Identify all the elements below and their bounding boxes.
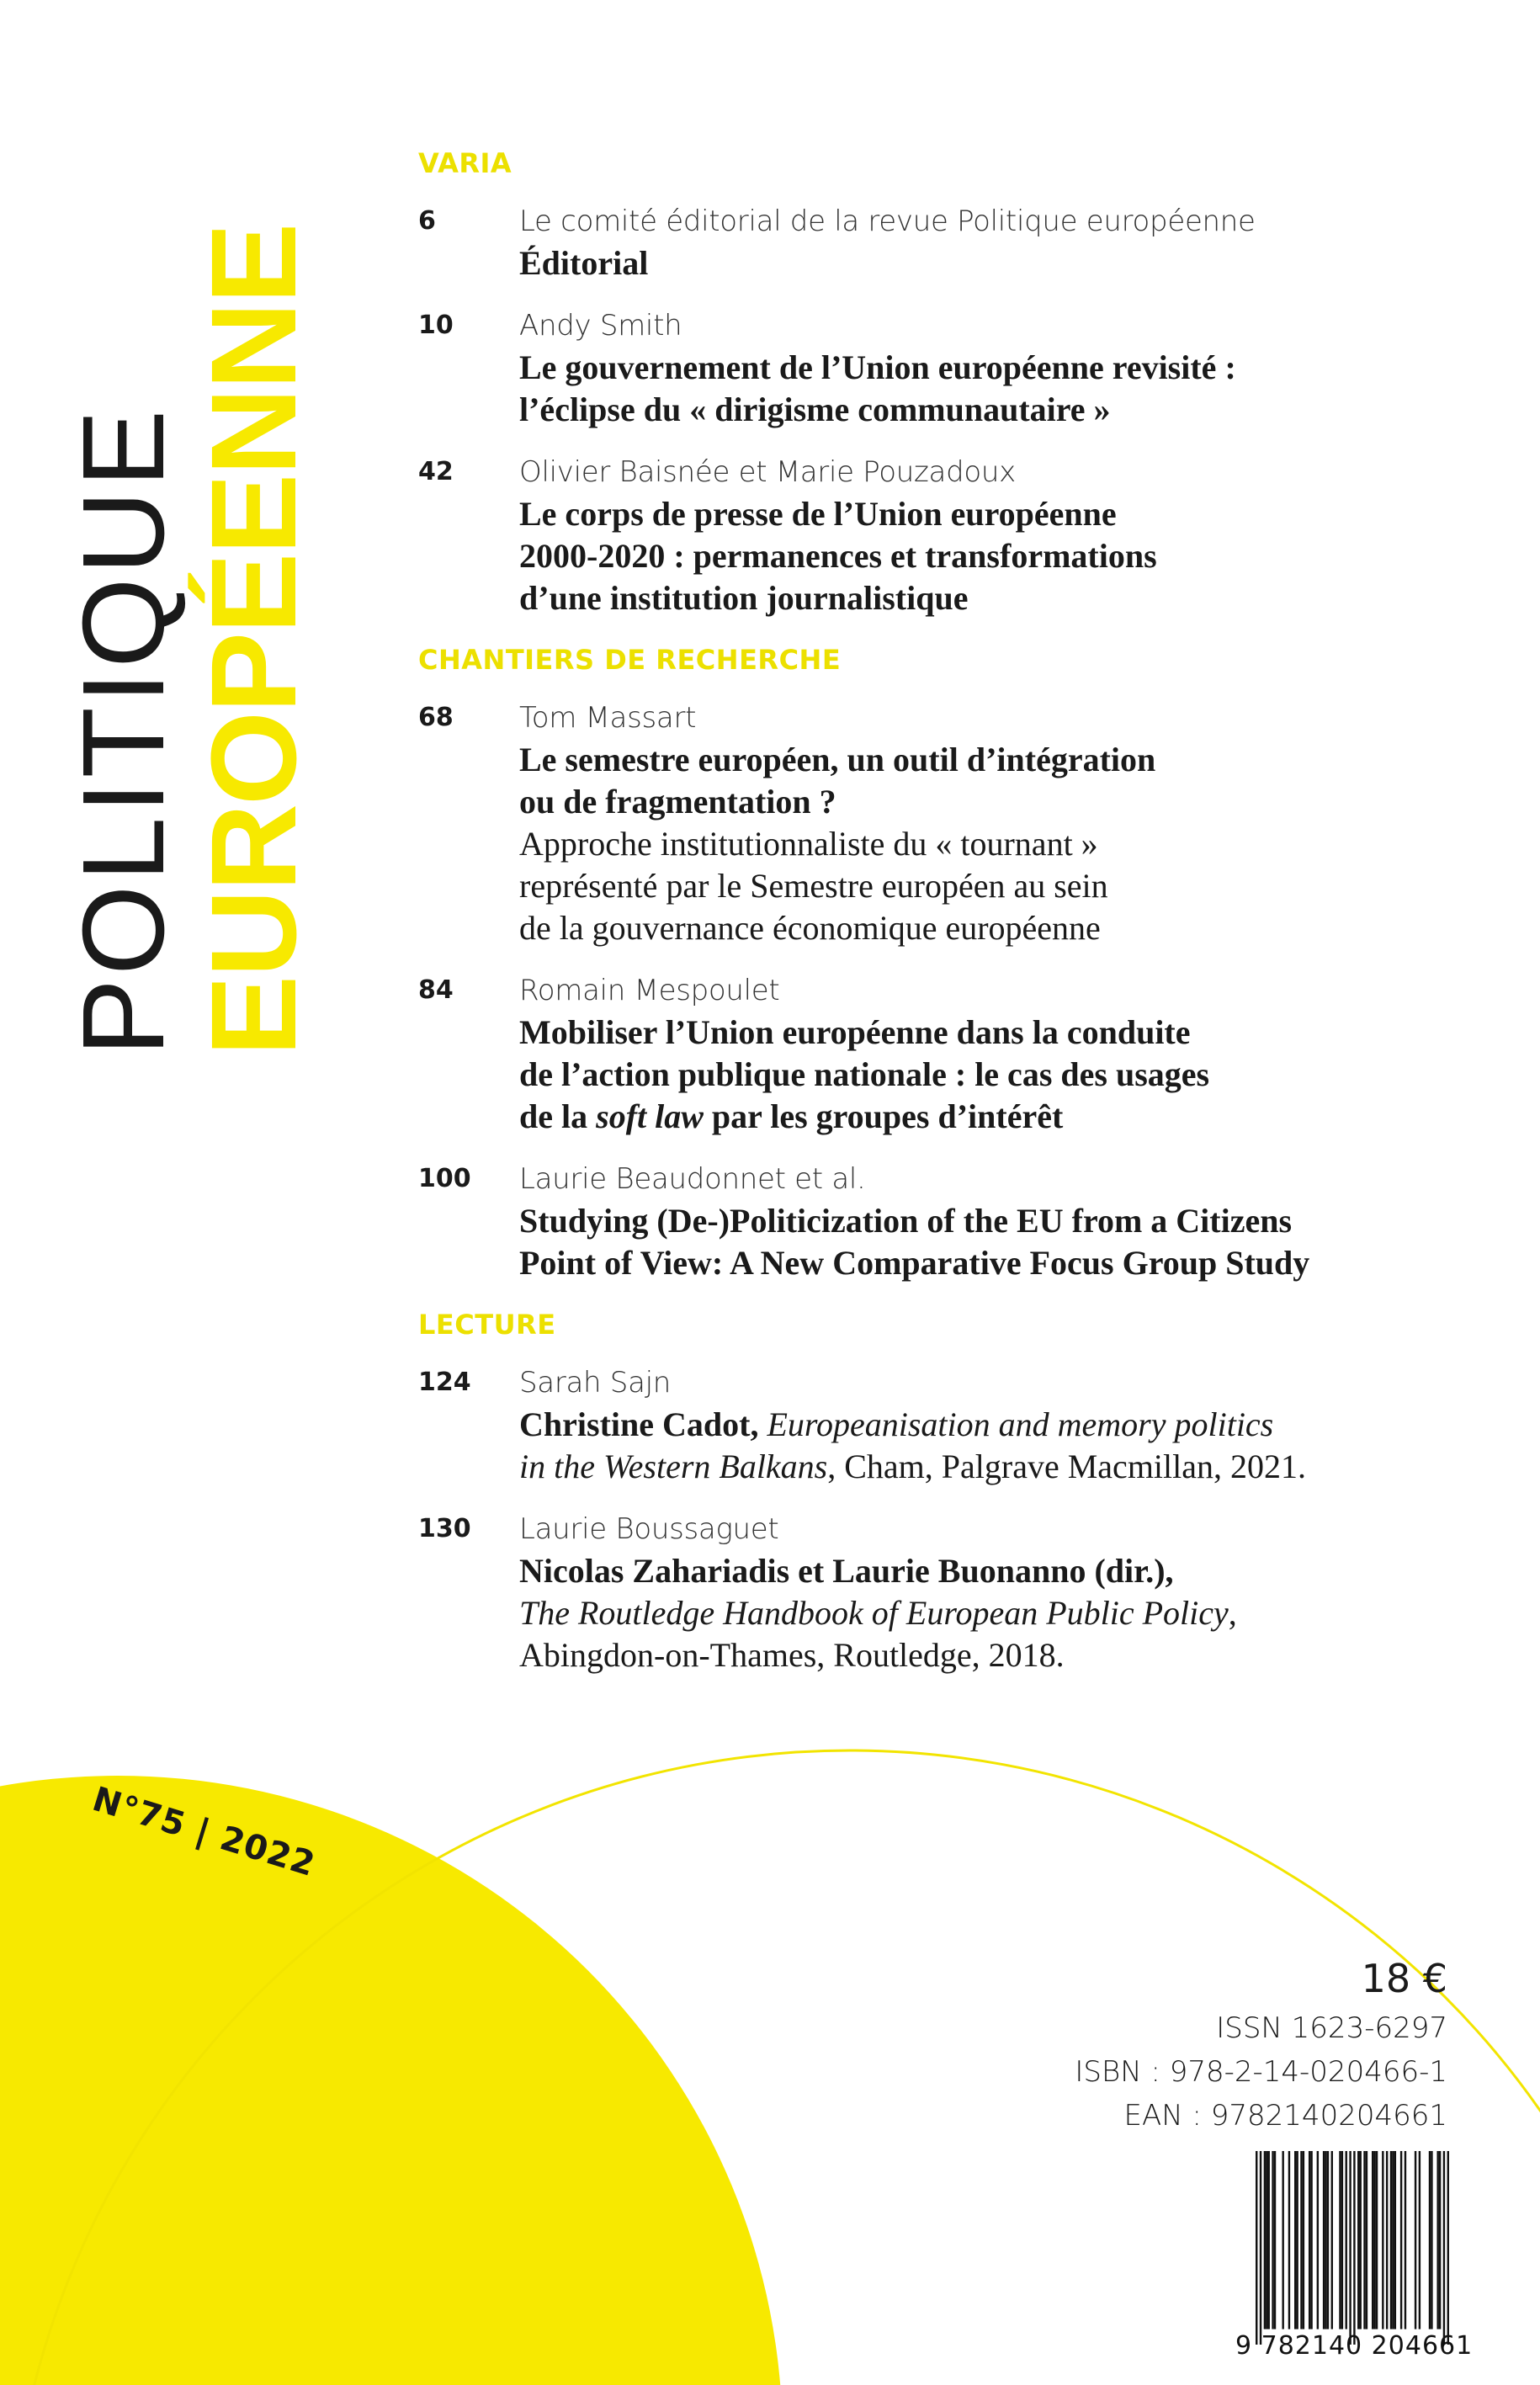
entry-title-line: Nicolas Zahariadis et Laurie Buonanno (dir.), — [519, 1552, 1174, 1590]
barcode-bar — [1415, 2151, 1416, 2329]
barcode-bar — [1296, 2151, 1298, 2329]
toc-entry — [418, 200, 1470, 284]
barcode-bar — [1346, 2151, 1347, 2329]
barcode-bar — [1274, 2151, 1276, 2329]
title-fragment: , — [1228, 1594, 1237, 1632]
entry-title-line: Le gouvernement de l’Union européenne revisité : — [519, 348, 1236, 386]
barcode-bar — [1325, 2151, 1326, 2329]
barcode-bar — [1282, 2151, 1283, 2329]
table-of-contents — [418, 143, 1470, 1697]
barcode-bar — [1264, 2151, 1266, 2329]
title-fragment: Europeanisation and memory politics — [767, 1405, 1274, 1443]
barcode-bar — [1288, 2151, 1290, 2329]
toc-entry — [418, 305, 1470, 431]
barcode-bar — [1353, 2151, 1355, 2345]
entry-title-line: Le corps de presse de l’Union européenne — [519, 495, 1117, 533]
title-fragment: de la — [519, 1097, 597, 1135]
toc-entry — [418, 1362, 1470, 1488]
entry-title-line: ou de fragmentation ? — [519, 783, 836, 821]
page-number: 124 — [418, 1368, 471, 1397]
page-number: 10 — [418, 311, 454, 340]
barcode-bar — [1394, 2151, 1396, 2329]
barcode-bar — [1447, 2151, 1449, 2345]
barcode-bar — [1266, 2151, 1267, 2329]
issn: ISSN 1623-6297 — [1216, 2011, 1447, 2045]
page-number: 130 — [418, 1514, 471, 1543]
page-number: 100 — [418, 1164, 471, 1193]
entry-title-line: représenté par le Semestre européen au sein — [519, 867, 1108, 905]
masthead — [59, 97, 321, 1056]
entry-author: Olivier Baisnée et Marie Pouzadoux — [519, 455, 1016, 489]
barcode-bar — [1443, 2151, 1445, 2345]
price: 18 € — [1361, 1956, 1447, 2001]
page-number: 42 — [418, 457, 454, 486]
entry-title-line: de l’action publique nationale : le cas des usages — [519, 1055, 1210, 1093]
entry-title-line — [519, 1096, 1470, 1138]
barcode-bar — [1382, 2151, 1383, 2329]
price-block — [1075, 1951, 1447, 2138]
entry-author: Sarah Sajn — [519, 1366, 671, 1400]
masthead-politique: POLITIQUE — [59, 406, 189, 1056]
entry-title-line: Mobiliser l’Union européenne dans la conduite — [519, 1013, 1191, 1051]
barcode-bar — [1272, 2151, 1273, 2329]
section-heading: VARIA — [418, 147, 512, 179]
entry-title-line: de la gouvernance économique européenne — [519, 909, 1101, 947]
barcode-bar — [1359, 2151, 1361, 2329]
page-number: 6 — [418, 206, 436, 236]
barcode-bar — [1339, 2151, 1341, 2329]
barcode-bar — [1310, 2151, 1312, 2329]
barcode — [1256, 2151, 1449, 2345]
entry-author: Romain Mespoulet — [519, 974, 780, 1007]
barcode-bar — [1256, 2151, 1257, 2345]
barcode-bar — [1357, 2151, 1359, 2329]
section-heading: LECTURE — [418, 1309, 556, 1341]
barcode-bar — [1317, 2151, 1319, 2329]
barcode-bar — [1309, 2151, 1310, 2329]
barcode-bar — [1300, 2151, 1302, 2329]
barcode-bar — [1341, 2151, 1343, 2329]
page-number: 68 — [418, 703, 454, 732]
title-fragment: The Routledge Handbook of European Public Policy — [519, 1594, 1229, 1632]
entry-author: Laurie Beaudonnet et al. — [519, 1162, 866, 1196]
entry-author: Laurie Boussaguet — [519, 1512, 779, 1546]
barcode-bar — [1331, 2151, 1333, 2329]
title-fragment: in the Western Balkans — [519, 1447, 828, 1485]
entry-title-line: Abingdon-on-Thames, Routledge, 2018. — [519, 1636, 1065, 1674]
barcode-bar — [1373, 2151, 1375, 2329]
title-fragment: soft law — [596, 1097, 704, 1135]
entry-title-line: Le semestre européen, un outil d’intégration — [519, 741, 1156, 778]
ean: EAN : 9782140204661 — [1123, 2099, 1447, 2133]
entry-title-line: Approche institutionnaliste du « tournant » — [519, 825, 1098, 863]
barcode-bar — [1260, 2151, 1261, 2345]
barcode-bar — [1436, 2151, 1438, 2329]
barcode-bar — [1439, 2151, 1441, 2329]
barcode-bar — [1349, 2151, 1351, 2345]
entry-title-line: d’une institution journalistique — [519, 579, 969, 617]
entry-title-line: Point of View: A New Comparative Focus Group Study — [519, 1244, 1310, 1282]
barcode-bar — [1372, 2151, 1373, 2329]
barcode-bar — [1390, 2151, 1392, 2329]
entry-title-line — [519, 1404, 1470, 1446]
page-number: 84 — [418, 975, 454, 1005]
entry-author: Tom Massart — [519, 701, 697, 735]
barcode-bar — [1429, 2151, 1431, 2329]
title-fragment: Christine Cadot, — [519, 1405, 767, 1443]
title-fragment: , Cham, Palgrave Macmillan, 2021. — [827, 1447, 1307, 1485]
entry-title-line: Studying (De-)Politicization of the EU from a Citizens — [519, 1202, 1293, 1240]
barcode-bar — [1376, 2151, 1378, 2329]
barcode-bar — [1363, 2151, 1365, 2329]
toc-entry — [418, 1158, 1470, 1284]
toc-entry — [418, 1508, 1470, 1676]
barcode-digits: 9 782140 204661 — [1235, 2331, 1474, 2361]
barcode-bar — [1294, 2151, 1296, 2329]
barcode-bar — [1392, 2151, 1394, 2329]
barcode-bar — [1366, 2151, 1367, 2329]
masthead-europeenne: EUROPÉENNE — [186, 224, 321, 1056]
entry-title-line — [519, 1592, 1470, 1634]
toc-entry — [418, 451, 1470, 619]
entry-title-line: Éditorial — [519, 244, 649, 282]
entry-author: Andy Smith — [519, 309, 682, 343]
entry-title-line: l’éclipse du « dirigisme communautaire » — [519, 390, 1111, 428]
issue-number: N°75 | 2022 — [88, 1780, 320, 1885]
isbn: ISBN : 978-2-14-020466-1 — [1075, 2055, 1447, 2089]
barcode-bar — [1405, 2151, 1406, 2329]
barcode-bar — [1323, 2151, 1325, 2329]
yellow-disc — [0, 1776, 783, 2385]
barcode-bar — [1400, 2151, 1402, 2329]
barcode-bar — [1431, 2151, 1432, 2329]
entry-title-line — [519, 1446, 1470, 1488]
barcode-bar — [1386, 2151, 1388, 2329]
barcode-bar — [1327, 2151, 1329, 2329]
title-fragment: par les groupes d’intérêt — [703, 1097, 1064, 1135]
toc-entry — [418, 969, 1470, 1138]
toc-entry — [418, 697, 1470, 949]
section-heading: CHANTIERS DE RECHERCHE — [418, 644, 842, 676]
entry-author: Le comité éditorial de la revue Politique européenne — [519, 205, 1256, 238]
barcode-bar — [1419, 2151, 1421, 2329]
barcode-bar — [1268, 2151, 1270, 2329]
entry-title-line: 2000-2020 : permanences et transformations — [519, 537, 1157, 575]
barcode-bar — [1303, 2151, 1304, 2329]
